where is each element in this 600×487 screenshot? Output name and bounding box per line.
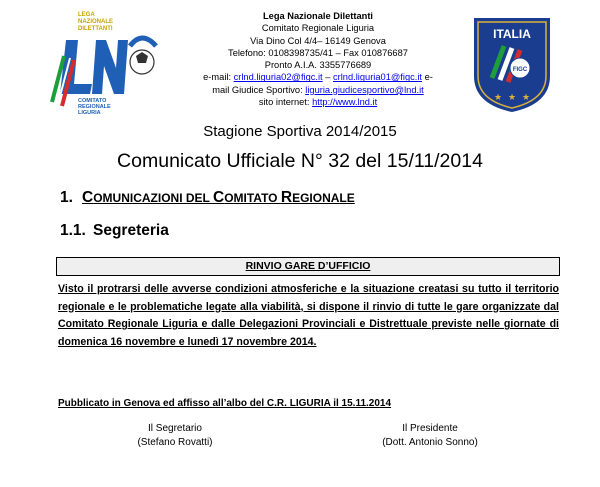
org-name: Lega Nazionale Dilettanti: [262, 11, 374, 21]
section-number: 1.1.: [60, 222, 86, 239]
notice-body: Visto il protrarsi delle avverse condizioni atmosferiche e la situazione creatasi su tutto il territorio regionale e le problematiche legate alla viabilità, si dispone il rinvio di tutte le gare organizzate dal Comitato Regionale Liguria e dalle Delegazioni Provinciali e Distrettuale previste nelle giornate di domenica 16 novembre e lunedì 17 novembre 2014.: [58, 283, 559, 348]
lnd-logo: [44, 6, 162, 116]
judge-email-line: mail Giudice Sportivo: liguria.giudicesportivo@lnd.it: [212, 84, 424, 95]
season-label: Stagione Sportiva 2014/2015: [203, 123, 397, 140]
logo-line: LIGURIA: [78, 110, 101, 116]
svg-text:FIGC: FIGC: [512, 67, 528, 73]
address: Via Dino Col 4/4– 16149 Genova: [250, 35, 386, 46]
signature-role: Il Presidente: [402, 423, 458, 434]
logo-line: NAZIONALE: [78, 19, 113, 25]
star-icon: ★: [521, 92, 531, 102]
section-1-heading: [60, 189, 355, 207]
section-title: COMUNICAZIONI DEL COMITATO REGIONALE: [82, 189, 355, 206]
logo-line: LEGA: [78, 12, 95, 18]
header-block: [168, 10, 468, 108]
aia-phone: Pronto A.I.A. 3355776689: [264, 60, 372, 71]
president-signature: [360, 422, 500, 449]
published-note: Pubblicato in Genova ed affisso all’albo del C.R. LIGURIA il 15.11.2014: [58, 398, 392, 409]
secretary-signature: [115, 422, 235, 449]
phone-fax: Telefono: 0108398735/41 – Fax 010876687: [228, 47, 408, 58]
star-icon: ★: [493, 92, 503, 102]
section-number: 1.: [60, 189, 73, 206]
signature-role: Il Segretario: [148, 423, 202, 434]
signature-name: (Stefano Rovatti): [137, 436, 213, 448]
figc-shield-logo: [470, 14, 554, 114]
notice-heading: RINVIO GARE D’UFFICIO: [245, 260, 371, 272]
star-icon: ★: [507, 92, 517, 102]
website-link[interactable]: http://www.lnd.it: [312, 97, 378, 108]
signature-name: (Dott. Antonio Sonno): [382, 436, 478, 448]
email-link-2[interactable]: crlnd.liguria01@figc.it: [332, 72, 422, 83]
logo-line: COMITATO: [78, 98, 107, 104]
notice-heading-box: [56, 257, 560, 276]
site-line: sito internet: http://www.lnd.it: [258, 97, 378, 108]
communique-title: Comunicato Ufficiale N° 32 del 15/11/2014: [117, 150, 483, 172]
committee-name: Comitato Regionale Liguria: [261, 23, 375, 34]
section-title: Segreteria: [93, 222, 169, 239]
email-line: e-mail: crlnd.liguria02@figc.it – crlnd.liguria01@figc.it e-: [203, 72, 433, 83]
section-1-1-heading: [60, 222, 169, 240]
logo-line: DILETTANTI: [78, 26, 113, 32]
logo-line: REGIONALE: [78, 104, 111, 110]
judge-email-link[interactable]: liguria.giudicesportivo@lnd.it: [305, 84, 424, 95]
lnd-l-letter: [60, 40, 92, 94]
lnd-n-letter: [92, 40, 128, 94]
email-link-1[interactable]: crlnd.liguria02@figc.it: [233, 72, 323, 83]
figc-title: ITALIA: [493, 27, 531, 41]
